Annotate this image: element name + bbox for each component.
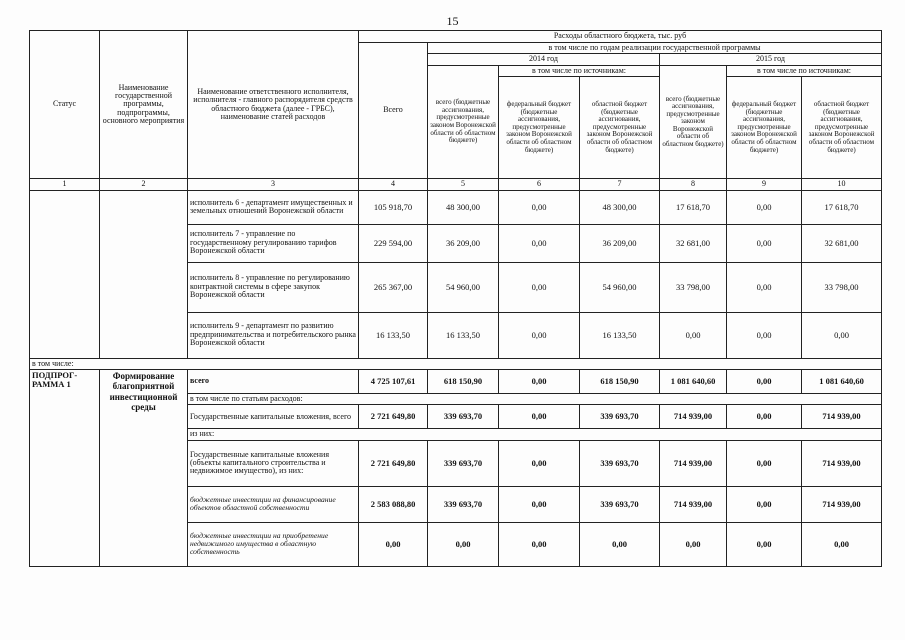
row-label: Государственные капитальные вложения, всего [188, 405, 359, 429]
column-number: 2 [100, 179, 188, 190]
row-label: бюджетные инвестиции на финансирование объектов областной собственности [188, 486, 359, 522]
column-number: 10 [802, 179, 882, 190]
executor-name: исполнитель 6 - департамент имущественных и земельных отношений Воронежской области [188, 190, 359, 224]
header-col9: федеральный бюджет (бюджетные ассигнования, предусмотренные законом Воронежской области об областном бюджете) [727, 77, 802, 179]
y2014-reg-value: 339 693,70 [580, 486, 660, 522]
y2014-all-value: 16 133,50 [428, 312, 499, 358]
y2014-fed-value: 0,00 [499, 522, 580, 566]
y2014-fed-value: 0,00 [499, 312, 580, 358]
y2014-all-value: 339 693,70 [428, 486, 499, 522]
y2015-all-value: 714 939,00 [660, 405, 727, 429]
total-value: 2 721 649,80 [359, 405, 428, 429]
y2015-fed-value: 0,00 [727, 312, 802, 358]
y2015-all-value: 33 798,00 [660, 262, 727, 312]
y2015-all-value: 0,00 [660, 522, 727, 566]
page-number: 15 [446, 14, 459, 28]
program-cell [100, 190, 188, 358]
row-label: Государственные капитальные вложения (объекты капитального строительства и недвижимое имущество), из них: [188, 440, 359, 486]
total-value: 16 133,50 [359, 312, 428, 358]
y2015-all-value: 1 081 640,60 [660, 369, 727, 393]
y2015-reg-value: 714 939,00 [802, 405, 882, 429]
column-number-row [30, 179, 882, 190]
y2015-fed-value: 0,00 [727, 190, 802, 224]
column-number: 5 [428, 179, 499, 190]
subprogram-name: Формирование благоприятной инвестиционной среды [100, 369, 188, 566]
y2015-reg-value: 714 939,00 [802, 440, 882, 486]
header-expenses: Расходы областного бюджета, тыс. руб [359, 31, 882, 43]
by-articles-label: в том числе по статьям расходов: [188, 393, 882, 404]
header-program-name: Наименование государственной программы, подпрограммы, основного мероприятия [100, 31, 188, 179]
y2015-fed-value: 0,00 [727, 486, 802, 522]
header-year-2014: 2014 год [428, 54, 660, 65]
column-number: 9 [727, 179, 802, 190]
y2014-reg-value: 339 693,70 [580, 405, 660, 429]
y2015-fed-value: 0,00 [727, 224, 802, 262]
column-number: 7 [580, 179, 660, 190]
y2014-reg-value: 54 960,00 [580, 262, 660, 312]
y2014-fed-value: 0,00 [499, 224, 580, 262]
y2014-all-value: 0,00 [428, 522, 499, 566]
header-by-years: в том числе по годам реализации государственной программы [428, 43, 882, 54]
table-row [30, 369, 882, 393]
total-value: 4 725 107,61 [359, 369, 428, 393]
y2014-fed-value: 0,00 [499, 405, 580, 429]
header-year-2015: 2015 год [660, 54, 882, 65]
y2015-fed-value: 0,00 [727, 262, 802, 312]
y2014-all-value: 339 693,70 [428, 405, 499, 429]
y2014-reg-value: 48 300,00 [580, 190, 660, 224]
total-value: 229 594,00 [359, 224, 428, 262]
total-value: 2 583 088,80 [359, 486, 428, 522]
row-label: бюджетные инвестиции на приобретение недвижимого имущества в областную собственность [188, 522, 359, 566]
total-value: 0,00 [359, 522, 428, 566]
table-row [30, 190, 882, 224]
y2015-fed-value: 0,00 [727, 440, 802, 486]
total-value: 2 721 649,80 [359, 440, 428, 486]
y2014-all-value: 36 209,00 [428, 224, 499, 262]
y2014-reg-value: 36 209,00 [580, 224, 660, 262]
y2015-all-value: 714 939,00 [660, 486, 727, 522]
status-cell [30, 190, 100, 358]
y2015-fed-value: 0,00 [727, 369, 802, 393]
budget-table [29, 30, 882, 567]
executor-name: исполнитель 9 - департамент по развитию предпринимательства и потребительского рынка Воронежской области [188, 312, 359, 358]
header-status: Статус [30, 31, 100, 179]
column-number: 6 [499, 179, 580, 190]
row-label: всего [188, 369, 359, 393]
header-total: Всего [359, 43, 428, 179]
subprogram-status: ПОДПРОГ-РАММА 1 [30, 369, 100, 566]
y2014-reg-value: 339 693,70 [580, 440, 660, 486]
column-number: 1 [30, 179, 100, 190]
total-value: 265 367,00 [359, 262, 428, 312]
header-executor-name: Наименование ответственного исполнителя, исполнителя - главного распорядителя средств областного бюджета (далее - ГРБС), наименование статей расходов [188, 31, 359, 179]
table-row [30, 358, 882, 369]
y2015-reg-value: 17 618,70 [802, 190, 882, 224]
header-by-sources-2014: в том числе по источникам: [499, 65, 660, 76]
y2014-reg-value: 618 150,90 [580, 369, 660, 393]
y2015-fed-value: 0,00 [727, 522, 802, 566]
y2015-reg-value: 1 081 640,60 [802, 369, 882, 393]
y2015-all-value: 17 618,70 [660, 190, 727, 224]
y2015-reg-value: 0,00 [802, 312, 882, 358]
y2015-all-value: 32 681,00 [660, 224, 727, 262]
header-col7: областной бюджет (бюджетные ассигнования, предусмотренные законом Воронежской области об областном бюджете) [580, 77, 660, 179]
y2014-all-value: 54 960,00 [428, 262, 499, 312]
y2014-all-value: 48 300,00 [428, 190, 499, 224]
y2015-all-value: 714 939,00 [660, 440, 727, 486]
header-by-sources-2015: в том числе по источникам: [727, 65, 882, 76]
y2014-reg-value: 0,00 [580, 522, 660, 566]
header-col8: всего (бюджетные ассигнования, предусмотренные законом Воронежской области об областном бюджете) [660, 65, 727, 178]
y2015-reg-value: 714 939,00 [802, 486, 882, 522]
y2015-all-value: 0,00 [660, 312, 727, 358]
y2014-fed-value: 0,00 [499, 369, 580, 393]
header-col5: всего (бюджетные ассигнования, предусмотренные законом Воронежской области об областном бюджете) [428, 65, 499, 178]
total-value: 105 918,70 [359, 190, 428, 224]
y2014-reg-value: 16 133,50 [580, 312, 660, 358]
y2014-fed-value: 0,00 [499, 190, 580, 224]
y2015-reg-value: 32 681,00 [802, 224, 882, 262]
header-col6: федеральный бюджет (бюджетные ассигнования, предусмотренные законом Воронежской области об областном бюджете) [499, 77, 580, 179]
y2015-fed-value: 0,00 [727, 405, 802, 429]
executor-name: исполнитель 7 - управление по государственному регулированию тарифов Воронежской области [188, 224, 359, 262]
y2014-fed-value: 0,00 [499, 262, 580, 312]
y2014-all-value: 618 150,90 [428, 369, 499, 393]
y2014-all-value: 339 693,70 [428, 440, 499, 486]
y2014-fed-value: 0,00 [499, 486, 580, 522]
including-label: в том числе: [30, 358, 882, 369]
y2015-reg-value: 0,00 [802, 522, 882, 566]
of-them-label: из них: [188, 429, 882, 440]
column-number: 3 [188, 179, 359, 190]
y2014-fed-value: 0,00 [499, 440, 580, 486]
executor-name: исполнитель 8 - управление по регулированию контрактной системы в сфере закупок Воронежской области [188, 262, 359, 312]
y2015-reg-value: 33 798,00 [802, 262, 882, 312]
header-col10: областной бюджет (бюджетные ассигнования, предусмотренные законом Воронежской области об областном бюджете) [802, 77, 882, 179]
column-number: 8 [660, 179, 727, 190]
column-number: 4 [359, 179, 428, 190]
